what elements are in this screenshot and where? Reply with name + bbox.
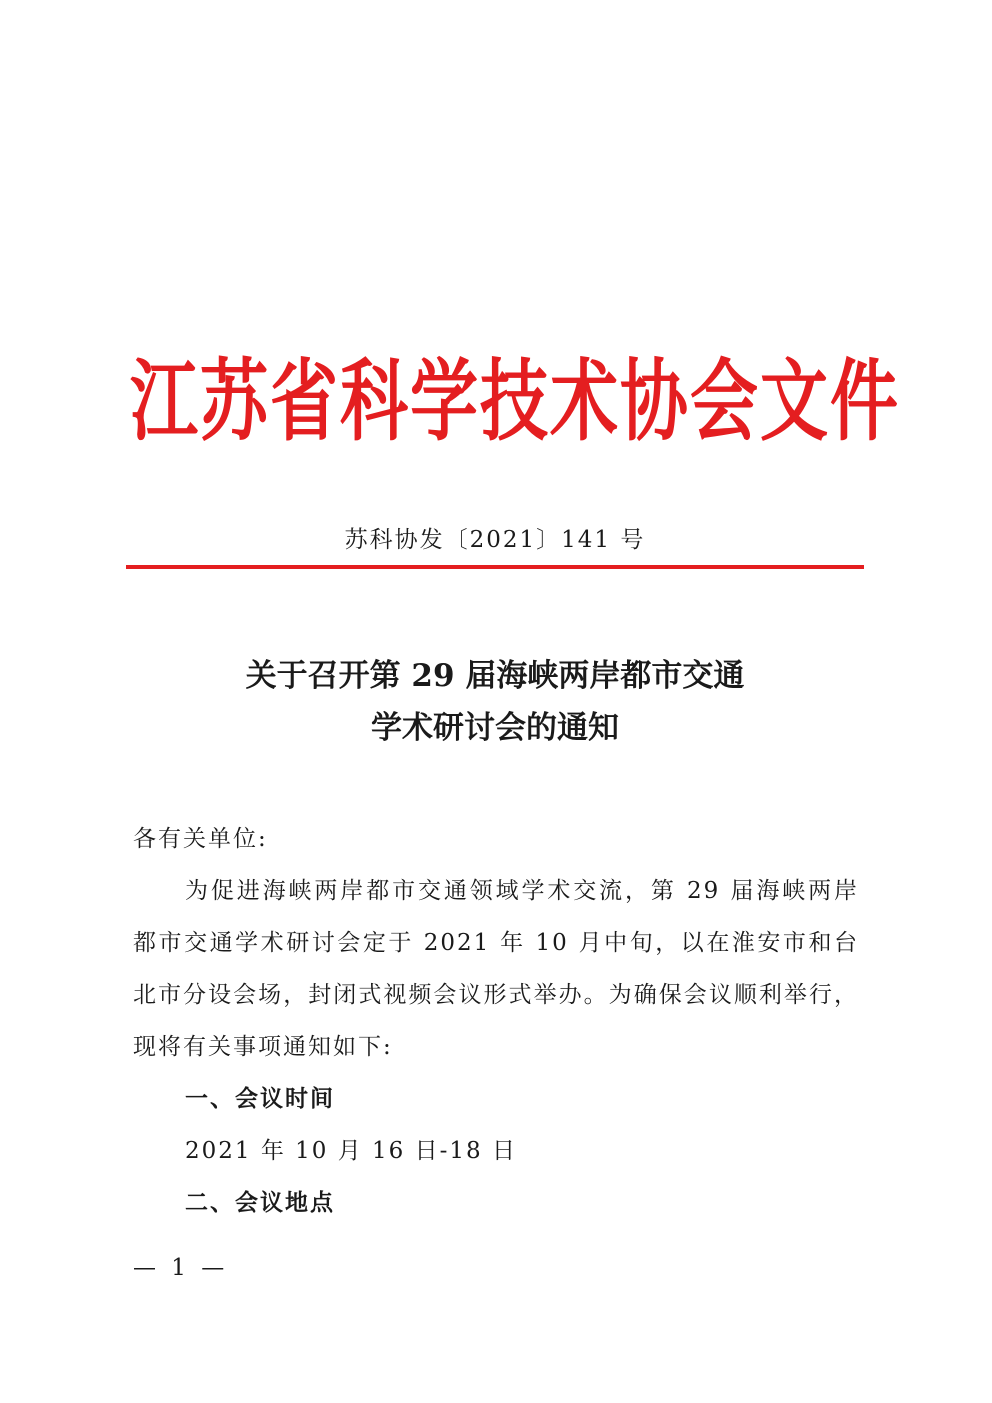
meeting-time-text: 2021 年 10 月 16 日-18 日 (185, 1138, 517, 1164)
issuer-red-header: 江苏省科学技术协会文件 (130, 350, 901, 454)
notice-title-line-2: 学术研讨会的通知 (371, 710, 619, 746)
section-heading-meeting-venue: 二、会议地点 (185, 1190, 335, 1216)
document-body (133, 813, 859, 1229)
notice-title-line-1: 关于召开第 29 届海峡两岸都市交通 (245, 658, 745, 694)
intro-paragraph: 为促进海峡两岸都市交通领域学术交流，第 29 届海峡两岸都市交通学术研讨会定于 2021 年 10 月中旬，以在淮安市和台北市分设会场，封闭式视频会议形式举办。为确保会议顺利举行，现将有关事项通知如下: (133, 878, 859, 1060)
red-divider-line (126, 565, 864, 569)
document-number: 苏科协发〔2021〕141 号 (344, 527, 646, 553)
notice-title (126, 650, 864, 754)
section-heading-meeting-time: 一、会议时间 (185, 1086, 335, 1112)
page-number: — 1 — (133, 1255, 229, 1281)
salutation: 各有关单位: (133, 826, 268, 852)
